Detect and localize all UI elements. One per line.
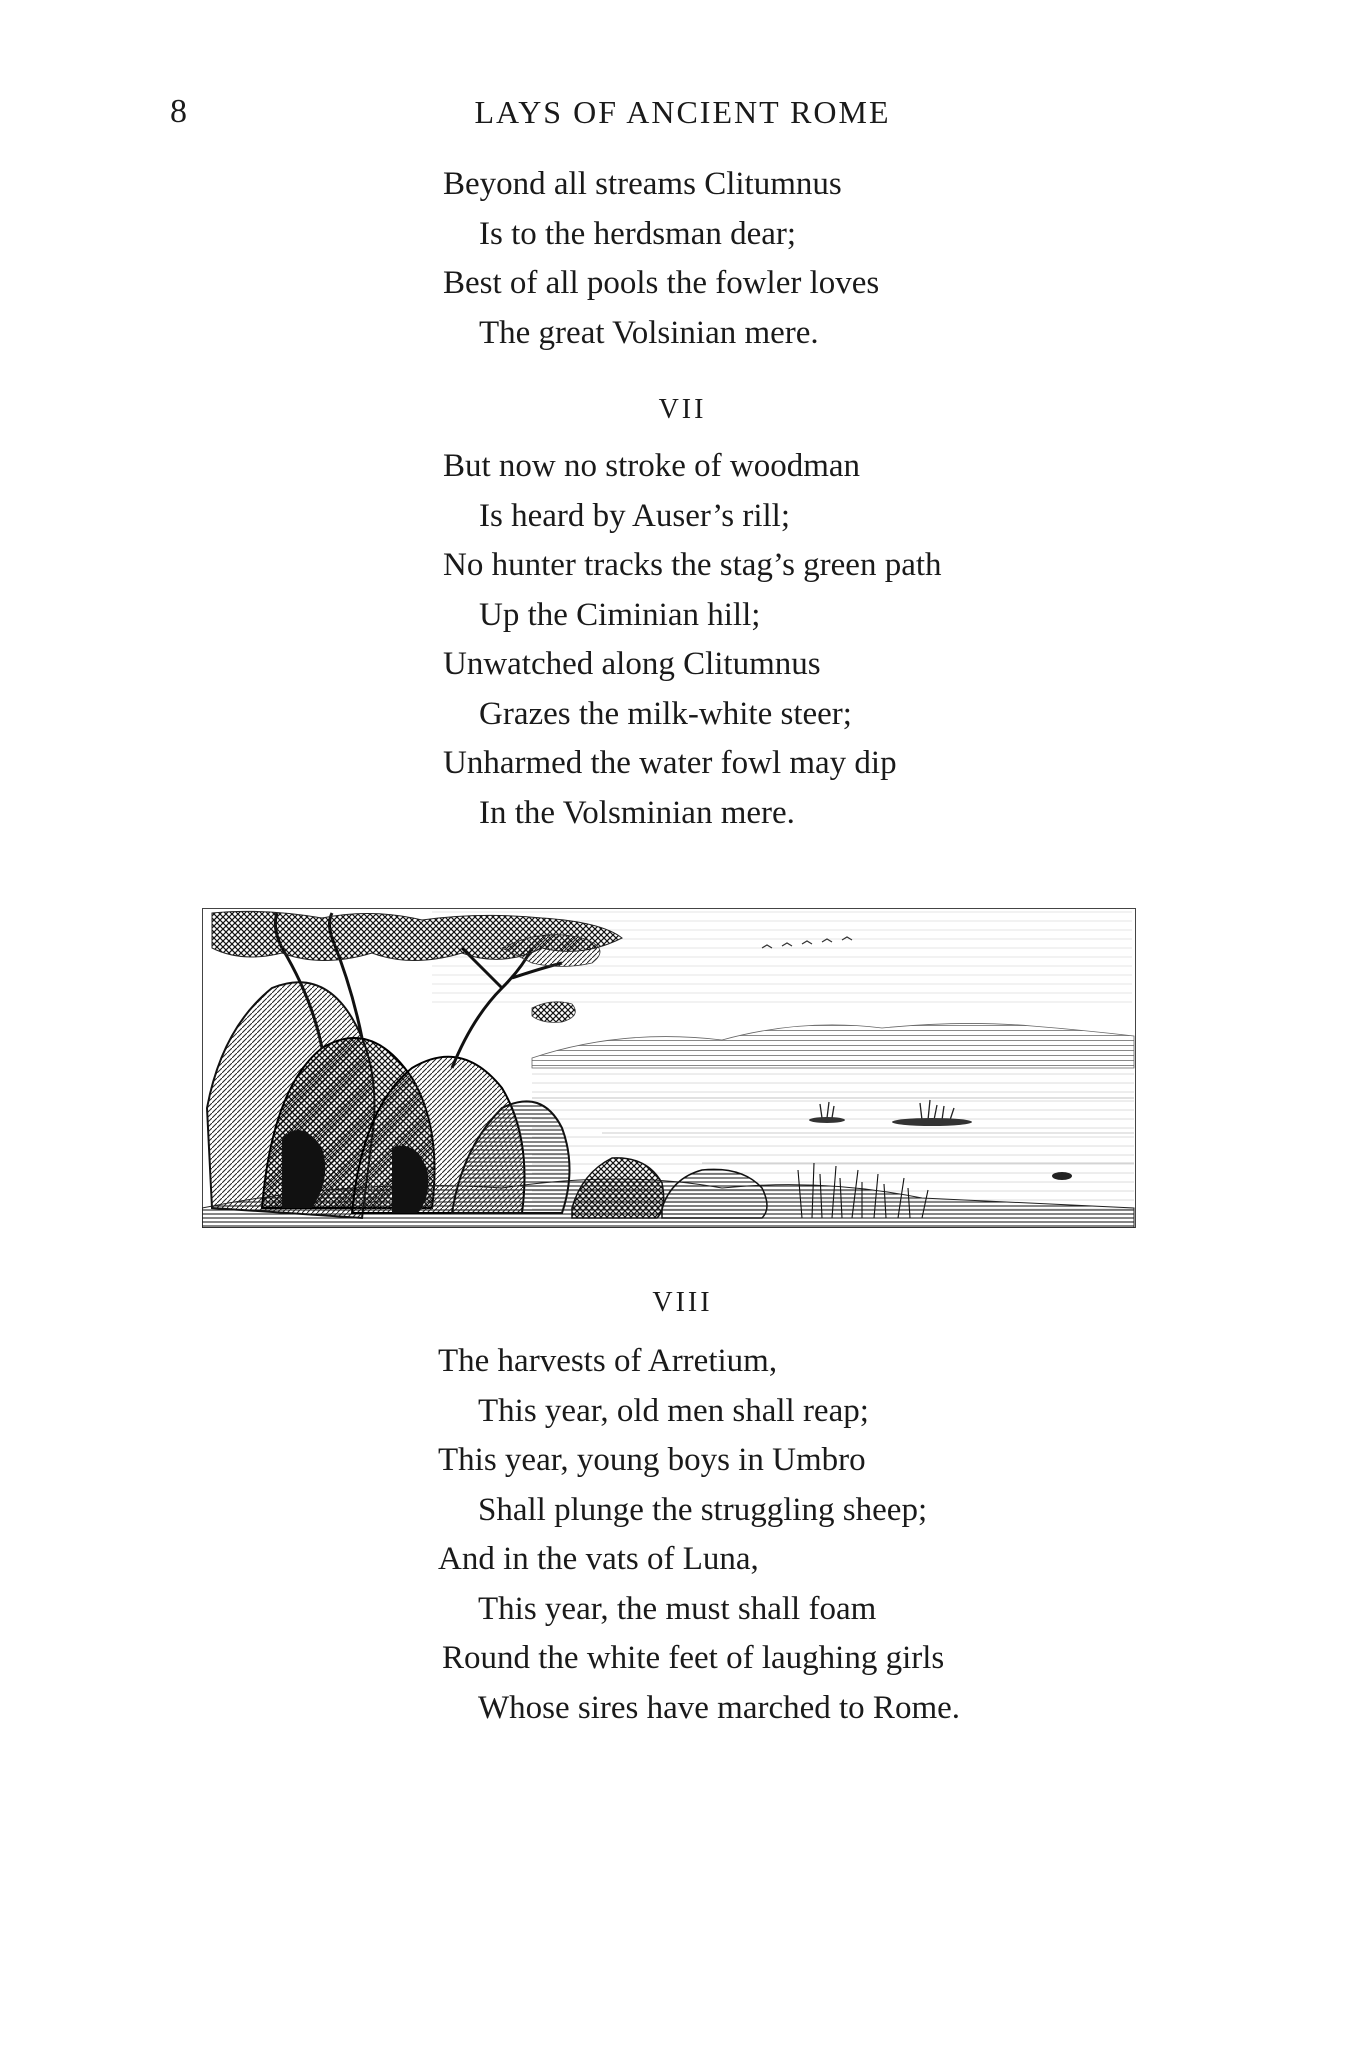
verse-line: Is heard by Auser’s rill; bbox=[479, 497, 791, 534]
verse-line: Is to the herdsman dear; bbox=[479, 215, 797, 252]
verse-line: This year, the must shall foam bbox=[478, 1590, 877, 1627]
verse-line: Whose sires have marched to Rome. bbox=[478, 1689, 961, 1726]
verse-line: The harvests of Arretium, bbox=[438, 1343, 778, 1379]
verse-line: And in the vats of Luna, bbox=[438, 1541, 759, 1577]
engraving-lake-landscape-icon bbox=[202, 908, 1136, 1228]
verse-line: Best of all pools the fowler loves bbox=[443, 265, 880, 301]
verse-line: Shall plunge the struggling sheep; bbox=[478, 1491, 928, 1528]
verse-line: No hunter tracks the stag’s green path bbox=[443, 547, 942, 583]
verse-line: In the Volsminian mere. bbox=[479, 794, 795, 831]
verse-line: Round the white feet of laughing girls bbox=[442, 1640, 945, 1676]
verse-line: This year, young boys in Umbro bbox=[438, 1442, 866, 1478]
verse-line: Unharmed the water fowl may dip bbox=[443, 745, 897, 781]
verse-line: But now no stroke of woodman bbox=[443, 448, 861, 484]
verse-line: This year, old men shall reap; bbox=[478, 1392, 869, 1429]
stanza-numeral-vii: VII bbox=[658, 394, 707, 425]
page-number: 8 bbox=[170, 93, 187, 130]
stanza-numeral-viii: VIII bbox=[652, 1287, 713, 1318]
stanza-vii bbox=[443, 442, 942, 838]
verse-line: Up the Ciminian hill; bbox=[479, 596, 761, 633]
verse-line: Grazes the milk-white steer; bbox=[479, 695, 852, 732]
verse-line: Beyond all streams Clitumnus bbox=[443, 166, 842, 202]
stanza-viii bbox=[438, 1337, 960, 1733]
verse-line: Unwatched along Clitumnus bbox=[443, 646, 821, 682]
running-head: LAYS OF ANCIENT ROME bbox=[474, 94, 891, 130]
verse-line: The great Volsinian mere. bbox=[479, 314, 819, 351]
stanza-continued bbox=[443, 160, 879, 358]
